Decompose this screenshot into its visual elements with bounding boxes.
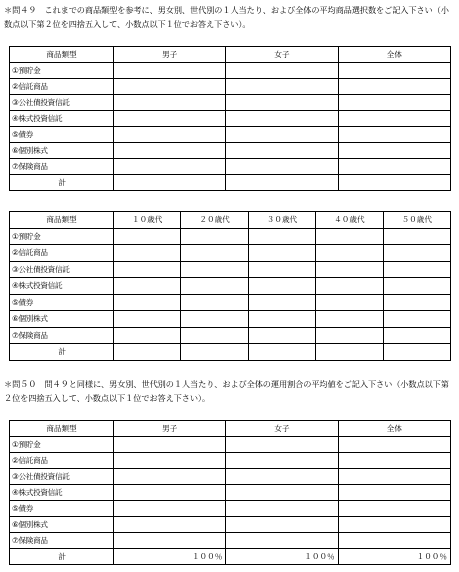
- answer-cell[interactable]: [316, 228, 383, 245]
- question-49-text: ＊問４９ これまでの商品類型を参考に、男女別、世代別の１人当たり、および全体の平均商品選択数をご記入下さい（小数点以下第２位を四捨五入して、小数点以下１位でお答え下さい）。: [4, 5, 449, 29]
- column-header-category: 商品類型: [10, 212, 114, 229]
- answer-cell[interactable]: [114, 485, 226, 501]
- column-header: ３０歳代: [248, 212, 315, 229]
- row-label: ④株式投資信託: [10, 485, 114, 501]
- table-row: [10, 517, 451, 533]
- answer-cell[interactable]: [338, 469, 450, 485]
- answer-cell[interactable]: [181, 327, 248, 344]
- row-label: ⑤債券: [10, 294, 114, 311]
- answer-cell[interactable]: [338, 127, 450, 143]
- total-answer-cell[interactable]: [181, 344, 248, 361]
- table-row: [10, 127, 451, 143]
- row-label: ②信託商品: [10, 453, 114, 469]
- answer-cell[interactable]: [248, 327, 315, 344]
- column-header: 男子: [114, 421, 226, 437]
- answer-cell[interactable]: [114, 294, 181, 311]
- answer-cell[interactable]: [114, 111, 226, 127]
- row-label: ③公社債投資信託: [10, 95, 114, 111]
- answer-cell[interactable]: [338, 79, 450, 95]
- row-label: ①預貯金: [10, 63, 114, 79]
- answer-cell[interactable]: [248, 278, 315, 295]
- answer-cell[interactable]: [338, 533, 450, 549]
- answer-cell[interactable]: [114, 278, 181, 295]
- answer-cell[interactable]: [338, 63, 450, 79]
- total-answer-cell[interactable]: [338, 175, 450, 191]
- answer-cell[interactable]: [226, 159, 338, 175]
- column-header: 女子: [226, 47, 338, 63]
- total-value: １００％: [114, 549, 226, 565]
- table-row: [10, 294, 451, 311]
- row-label: ①預貯金: [10, 228, 114, 245]
- total-row: [10, 344, 451, 361]
- column-header: ４０歳代: [316, 212, 383, 229]
- answer-cell[interactable]: [338, 111, 450, 127]
- column-header: １０歳代: [114, 212, 181, 229]
- answer-cell[interactable]: [383, 294, 450, 311]
- row-label: ⑥個別株式: [10, 311, 114, 328]
- answer-cell[interactable]: [181, 278, 248, 295]
- answer-cell[interactable]: [383, 327, 450, 344]
- answer-cell[interactable]: [316, 261, 383, 278]
- column-header: 男子: [114, 47, 226, 63]
- answer-cell[interactable]: [316, 245, 383, 262]
- answer-cell[interactable]: [248, 228, 315, 245]
- column-header: ５０歳代: [383, 212, 450, 229]
- answer-cell[interactable]: [114, 533, 226, 549]
- total-label: 計: [10, 175, 114, 191]
- table-row: [10, 159, 451, 175]
- column-header-category: 商品類型: [10, 47, 114, 63]
- column-header-category: 商品類型: [10, 421, 114, 437]
- answer-cell[interactable]: [181, 261, 248, 278]
- column-header: ２０歳代: [181, 212, 248, 229]
- answer-cell[interactable]: [226, 485, 338, 501]
- table-row: [10, 437, 451, 453]
- table-row: [10, 245, 451, 262]
- table-row: [10, 63, 451, 79]
- total-label: 計: [10, 344, 114, 361]
- column-header: 女子: [226, 421, 338, 437]
- table-row: [10, 111, 451, 127]
- table-row: [10, 311, 451, 328]
- answer-cell[interactable]: [226, 79, 338, 95]
- answer-cell[interactable]: [226, 533, 338, 549]
- header-row: [10, 47, 451, 63]
- answer-cell[interactable]: [114, 159, 226, 175]
- answer-cell[interactable]: [338, 517, 450, 533]
- total-answer-cell[interactable]: [114, 175, 226, 191]
- answer-cell[interactable]: [181, 245, 248, 262]
- header-row: [10, 212, 451, 229]
- table-q49-by-generation: [9, 211, 451, 361]
- table-row: [10, 79, 451, 95]
- row-label: ⑦保険商品: [10, 159, 114, 175]
- answer-cell[interactable]: [248, 261, 315, 278]
- answer-cell[interactable]: [226, 127, 338, 143]
- answer-cell[interactable]: [226, 437, 338, 453]
- answer-cell[interactable]: [114, 143, 226, 159]
- total-label: 計: [10, 549, 114, 565]
- answer-cell[interactable]: [226, 143, 338, 159]
- answer-cell[interactable]: [383, 261, 450, 278]
- answer-cell[interactable]: [114, 63, 226, 79]
- answer-cell[interactable]: [114, 228, 181, 245]
- table-row: [10, 95, 451, 111]
- answer-cell[interactable]: [226, 517, 338, 533]
- answer-cell[interactable]: [226, 95, 338, 111]
- column-header: 全体: [338, 421, 450, 437]
- total-answer-cell[interactable]: [248, 344, 315, 361]
- table-row: [10, 278, 451, 295]
- row-label: ③公社債投資信託: [10, 261, 114, 278]
- answer-cell[interactable]: [338, 143, 450, 159]
- row-label: ③公社債投資信託: [10, 469, 114, 485]
- table-row: [10, 327, 451, 344]
- answer-cell[interactable]: [114, 517, 226, 533]
- answer-cell[interactable]: [248, 245, 315, 262]
- answer-cell[interactable]: [114, 261, 181, 278]
- table-row: [10, 469, 451, 485]
- answer-cell[interactable]: [226, 63, 338, 79]
- row-label: ⑥個別株式: [10, 143, 114, 159]
- answer-cell[interactable]: [181, 311, 248, 328]
- table-row: [10, 533, 451, 549]
- answer-cell[interactable]: [316, 311, 383, 328]
- answer-cell[interactable]: [114, 127, 226, 143]
- answer-cell[interactable]: [114, 95, 226, 111]
- answer-cell[interactable]: [114, 311, 181, 328]
- answer-cell[interactable]: [248, 294, 315, 311]
- answer-cell[interactable]: [114, 327, 181, 344]
- table-row: [10, 143, 451, 159]
- column-header: 全体: [338, 47, 450, 63]
- answer-cell[interactable]: [338, 485, 450, 501]
- answer-cell[interactable]: [316, 294, 383, 311]
- row-label: ⑦保険商品: [10, 327, 114, 344]
- answer-cell[interactable]: [248, 311, 315, 328]
- answer-cell[interactable]: [114, 501, 226, 517]
- total-answer-cell[interactable]: [226, 175, 338, 191]
- row-label: ⑤債券: [10, 501, 114, 517]
- table-q49-by-gender: [9, 46, 451, 191]
- total-answer-cell[interactable]: [316, 344, 383, 361]
- table-row: [10, 261, 451, 278]
- answer-cell[interactable]: [114, 453, 226, 469]
- answer-cell[interactable]: [114, 437, 226, 453]
- answer-cell[interactable]: [226, 469, 338, 485]
- answer-cell[interactable]: [338, 437, 450, 453]
- answer-cell[interactable]: [383, 278, 450, 295]
- answer-cell[interactable]: [114, 79, 226, 95]
- row-label: ⑤債券: [10, 127, 114, 143]
- answer-cell[interactable]: [226, 111, 338, 127]
- table-row: [10, 228, 451, 245]
- total-value: １００％: [226, 549, 338, 565]
- answer-cell[interactable]: [114, 245, 181, 262]
- row-label: ④株式投資信託: [10, 278, 114, 295]
- answer-cell[interactable]: [338, 95, 450, 111]
- row-label: ①預貯金: [10, 437, 114, 453]
- answer-cell[interactable]: [383, 245, 450, 262]
- table-row: [10, 501, 451, 517]
- header-row: [10, 421, 451, 437]
- answer-cell[interactable]: [316, 278, 383, 295]
- answer-cell[interactable]: [338, 501, 450, 517]
- row-label: ④株式投資信託: [10, 111, 114, 127]
- answer-cell[interactable]: [338, 453, 450, 469]
- answer-cell[interactable]: [114, 469, 226, 485]
- total-answer-cell[interactable]: [383, 344, 450, 361]
- total-answer-cell[interactable]: [114, 344, 181, 361]
- answer-cell[interactable]: [383, 228, 450, 245]
- row-label: ⑥個別株式: [10, 517, 114, 533]
- answer-cell[interactable]: [226, 501, 338, 517]
- question-50-text: ＊問５０ 問４９と同様に、男女別、世代別の１人当たり、および全体の運用割合の平均値をご記入下さい（小数点以下第２位を四捨五入して、小数点以下１位でお答え下さい）。: [4, 379, 449, 403]
- total-row: [10, 175, 451, 191]
- answer-cell[interactable]: [181, 228, 248, 245]
- table-row: [10, 485, 451, 501]
- row-label: ⑦保険商品: [10, 533, 114, 549]
- table-row: [10, 453, 451, 469]
- answer-cell[interactable]: [383, 311, 450, 328]
- row-label: ②信託商品: [10, 79, 114, 95]
- total-row: [10, 549, 451, 565]
- answer-cell[interactable]: [226, 453, 338, 469]
- answer-cell[interactable]: [338, 159, 450, 175]
- answer-cell[interactable]: [181, 294, 248, 311]
- total-value: １００％: [338, 549, 450, 565]
- table-q50-by-gender: [9, 420, 451, 565]
- row-label: ②信託商品: [10, 245, 114, 262]
- answer-cell[interactable]: [316, 327, 383, 344]
